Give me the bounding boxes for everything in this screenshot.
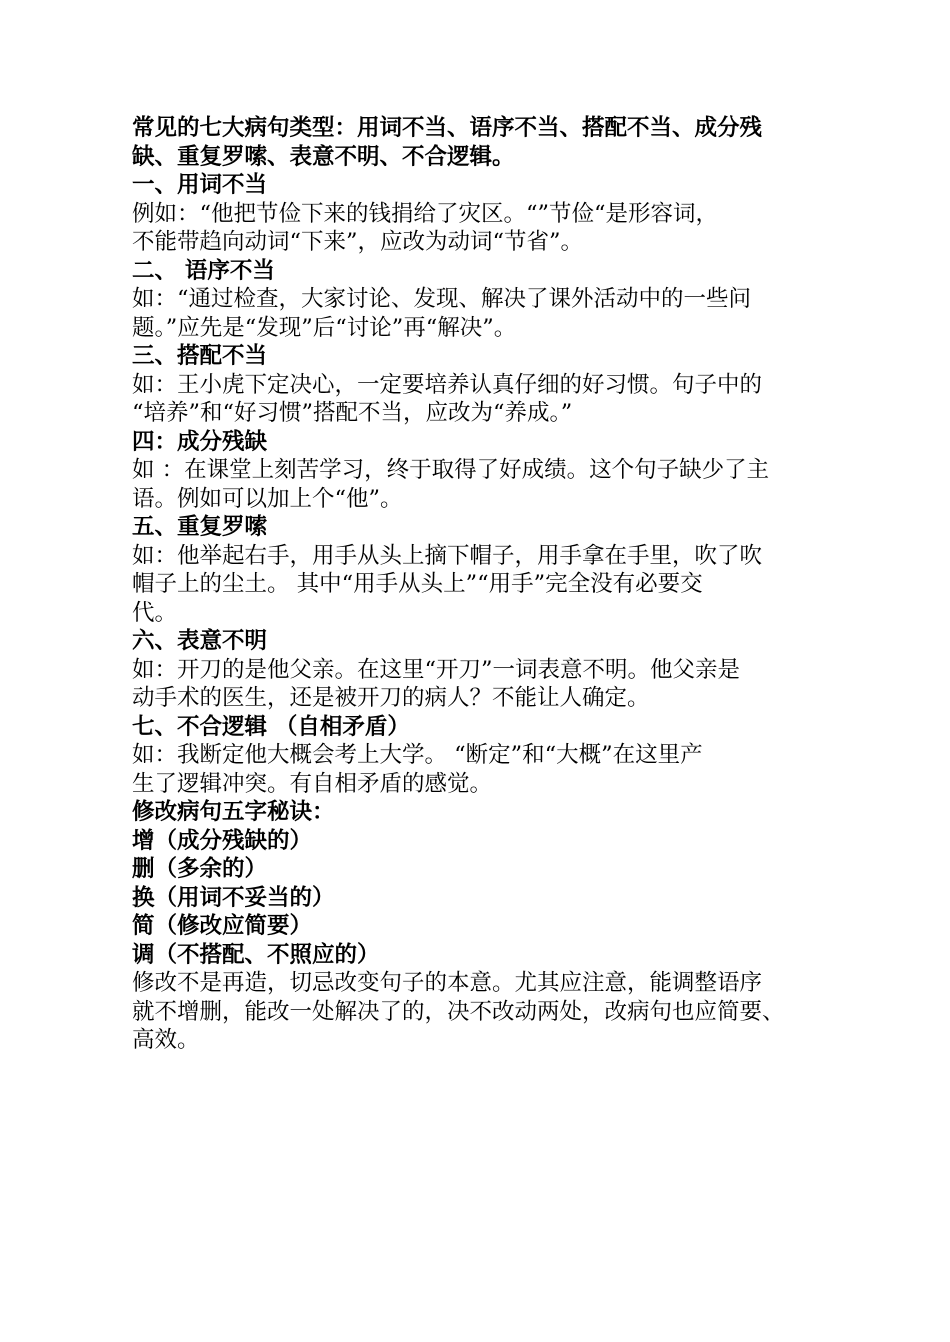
- heading-line: 修改病句五字秘诀：: [132, 799, 335, 825]
- heading-line: 增（成分残缺的）: [132, 827, 313, 854]
- body-text-line: 如 ：在课堂上刻苦学习，终于取得了好成绩。这个句子缺少了主: [132, 457, 770, 483]
- body-text-line: “培养”和“好习惯”搭配不当，应改为“养成。”: [132, 400, 573, 426]
- body-text-line: 高效。: [132, 1027, 200, 1053]
- heading-line: 四：成分残缺: [132, 428, 268, 455]
- body-text-line: 帽子上的尘土。 其中“用手从头上”“用手”完全没有必要交: [132, 571, 703, 597]
- body-text-line: 不能带趋向动词“下来”，应改为动词“节省”。: [132, 229, 584, 255]
- body-text-line: 修改不是再造，切忌改变句子的本意。尤其应注意，能调整语序: [132, 970, 763, 996]
- heading-line: 调（不搭配、不照应的）: [132, 941, 380, 968]
- heading-line: 简（修改应简要）: [132, 913, 313, 939]
- heading-line: 五、重复罗嗦: [132, 514, 268, 540]
- body-text-line: 代。: [132, 599, 178, 626]
- body-text-line: 语。例如可以加上个“他”。: [132, 485, 403, 512]
- body-text-line: 如：王小虎下定决心，一定要培养认真仔细的好习惯。句子中的: [132, 371, 763, 398]
- heading-line: 七、不合逻辑 （自相矛盾）: [132, 713, 410, 740]
- body-text-line: 就不增删，能改一处解决了的，决不改动两处，改病句也应简要、: [132, 998, 785, 1025]
- heading-line: 换（用词不妥当的）: [132, 884, 335, 911]
- body-text-line: 例如：“他把节俭下来的钱捐给了灾区。“”节俭“是形容词，: [132, 200, 719, 227]
- body-text-line: 如：开刀的是他父亲。在这里“开刀”一词表意不明。他父亲是: [132, 656, 741, 683]
- document-page: [132, 114, 844, 1055]
- heading-line: 六、表意不明: [132, 628, 268, 654]
- heading-line: 缺、重复罗嗦、表意不明、不合逻辑。: [132, 143, 515, 170]
- heading-line: 删（多余的）: [132, 856, 268, 882]
- body-text-line: 如：我断定他大概会考上大学。 “断定”和“大概”在这里产: [132, 742, 703, 768]
- body-text-line: 如：“通过检查，大家讨论、发现、解决了课外活动中的一些问: [132, 286, 752, 312]
- body-text-line: 如：他举起右手，用手从头上摘下帽子，用手拿在手里，吹了吹: [132, 542, 763, 569]
- body-text-line: 生了逻辑冲突。有自相矛盾的感觉。: [132, 770, 493, 797]
- heading-line: 一、用词不当: [132, 172, 268, 198]
- body-text-line: 动手术的医生，还是被开刀的病人？不能让人确定。: [132, 685, 650, 711]
- heading-line: 常见的七大病句类型：用词不当、语序不当、搭配不当、成分残: [132, 115, 763, 141]
- body-text-line: 题。”应先是“发现”后“讨论”再“解决”。: [132, 314, 517, 341]
- heading-line: 二、 语序不当: [132, 257, 275, 284]
- heading-line: 三、搭配不当: [132, 343, 268, 369]
